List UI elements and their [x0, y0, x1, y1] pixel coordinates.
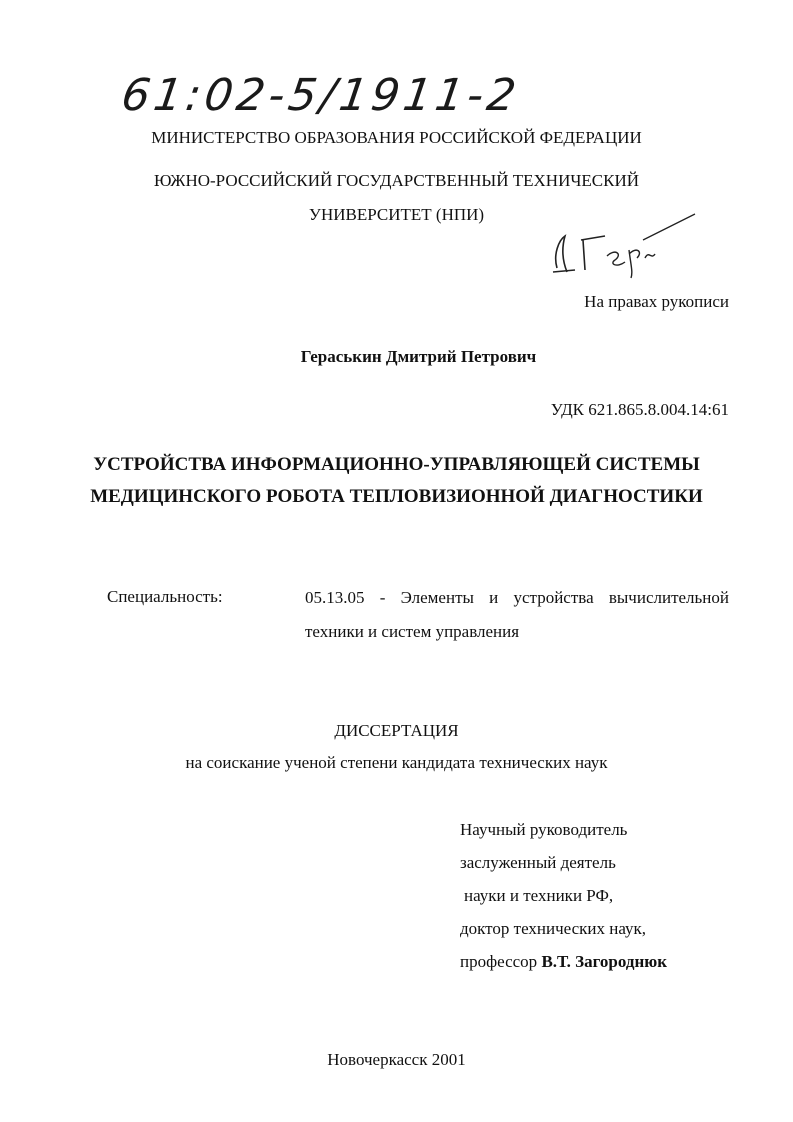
supervisor-line-4: доктор технических наук,	[460, 919, 647, 938]
specialty-text: 05.13.05 - Элементы и устройства вычислительной техники и систем управления	[305, 588, 729, 641]
dissertation-heading: ДИССЕРТАЦИЯ	[334, 721, 459, 740]
university-line-2: УНИВЕРСИТЕТ (НПИ)	[308, 205, 485, 224]
title-line-2: МЕДИЦИНСКОГО РОБОТА ТЕПЛОВИЗИОННОЙ ДИАГНОСТИКИ	[90, 486, 703, 507]
manuscript-rights: На правах рукописи	[584, 292, 729, 311]
author-name: Гераськин Дмитрий Петрович	[300, 347, 537, 366]
handwritten-signature	[545, 210, 705, 280]
university-line-1: ЮЖНО-РОССИЙСКИЙ ГОСУДАРСТВЕННЫЙ ТЕХНИЧЕСКИЙ	[153, 171, 640, 190]
udk-code: УДК 621.865.8.004.14:61	[550, 400, 729, 419]
title-line-1: УСТРОЙСТВА ИНФОРМАЦИОННО-УПРАВЛЯЮЩЕЙ СИСТЕМЫ	[93, 454, 700, 475]
supervisor-line-5	[460, 952, 667, 972]
city-year: Новочеркасск 2001	[327, 1050, 466, 1069]
handwritten-archive-code: 61:02-5/1911-2	[118, 70, 523, 121]
supervisor-line-3: науки и техники РФ,	[464, 886, 614, 905]
supervisor-line-1: Научный руководитель	[460, 820, 628, 839]
specialty-label: Специальность:	[107, 587, 223, 606]
supervisor-line-2: заслуженный деятель	[460, 853, 616, 872]
dissertation-subheading: на соискание ученой степени кандидата технических наук	[185, 753, 608, 772]
supervisor-name: В.Т. Загороднюк	[541, 952, 668, 971]
ministry-line: МИНИСТЕРСТВО ОБРАЗОВАНИЯ РОССИЙСКОЙ ФЕДЕРАЦИИ	[151, 128, 642, 147]
supervisor-title: профессор	[460, 952, 542, 971]
